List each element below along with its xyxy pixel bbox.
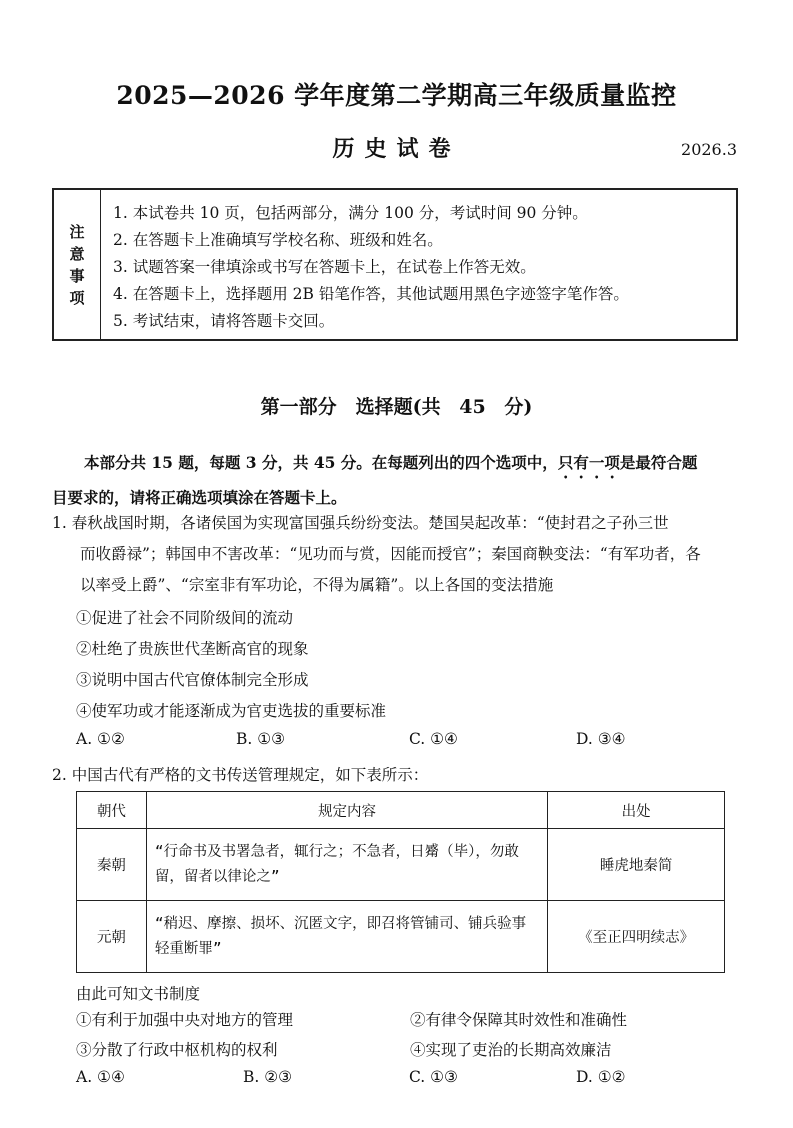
section-intro: [52, 447, 742, 513]
stem-line: 2. 中国古代有严格的文书传送管理规定，如下表所示：: [52, 766, 429, 784]
q2-option-a: A. ①④: [76, 1068, 125, 1086]
q1-statement: ③说明中国古代官僚体制完全形成: [76, 671, 309, 689]
notice-box: [52, 188, 738, 341]
stem-line: 以率受上爵”、“宗室非有军功论，不得为属籍”。以上各国的变法措施: [80, 576, 554, 594]
stem-line: 1. 春秋战国时期，各诸侯国为实现富国强兵纷纷变法。楚国吴起改革：“使封君之子孙三世: [52, 514, 669, 532]
header-content: 规定内容: [146, 792, 547, 829]
cell-dynasty: 秦朝: [77, 829, 147, 901]
q1-statement: ④使军功或才能逐渐成为官吏选拔的重要标准: [76, 702, 387, 720]
q2-option-b: B. ②③: [243, 1068, 293, 1086]
notice-label: [54, 190, 101, 339]
regulation-table: [76, 791, 725, 973]
emphasis-text: 只有一项: [557, 453, 620, 472]
intro-text: 目要求的，请将正确选项填涂在答题卡上。: [52, 488, 347, 507]
intro-text: 是最符合题: [619, 453, 698, 472]
notice-item: 2. 在答题卡上准确填写学校名称、班级和姓名。: [113, 231, 443, 249]
q2-lead: 由此可知文书制度: [76, 985, 201, 1003]
question-2-stem: [52, 760, 742, 791]
cell-source: 睡虎地秦简: [548, 829, 725, 901]
q2-option-c: C. ①③: [409, 1068, 458, 1086]
notice-label-char: 项: [69, 288, 85, 307]
table-header-row: [77, 792, 725, 829]
header-dynasty: 朝代: [77, 792, 147, 829]
cell-content: “行命书及书署急者，辄行之；不急者，日觱（毕），勿敢留，留者以律论之”: [146, 829, 547, 901]
q1-statement: ②杜绝了贵族世代垄断高官的现象: [76, 640, 309, 658]
cell-dynasty: 元朝: [77, 901, 147, 973]
notice-label-char: 事: [69, 266, 85, 285]
question-1-stem: [52, 508, 742, 601]
q2-statement: ②有律令保障其时效性和准确性: [410, 1011, 628, 1029]
subject-title: 历史试卷: [332, 136, 461, 162]
table-row: [77, 901, 725, 973]
intro-text: 本部分共 15 题，每题 3 分，共 45 分。在每题列出的四个选项中，: [84, 453, 558, 472]
section-title: 第一部分 选择题(共 45 分): [260, 396, 533, 418]
notice-item: 1. 本试卷共 10 页，包括两部分，满分 100 分，考试时间 90 分钟。: [113, 204, 588, 222]
notice-item: 3. 试题答案一律填涂或书写在答题卡上，在试卷上作答无效。: [113, 258, 536, 276]
q2-statement: ③分散了行政中枢机构的权利: [76, 1041, 278, 1059]
q1-option-d: D. ③④: [576, 730, 626, 748]
notice-item: 5. 考试结束，请将答题卡交回。: [113, 312, 335, 330]
notice-label-char: 注: [69, 222, 85, 241]
table-row: [77, 829, 725, 901]
q1-option-c: C. ①④: [409, 730, 458, 748]
q1-option-b: B. ①③: [236, 730, 286, 748]
notice-label-char: 意: [69, 244, 85, 263]
header-source: 出处: [548, 792, 725, 829]
exam-date: 2026.3: [681, 140, 737, 159]
cell-content: “稍迟、摩擦、损坏、沉匿文字，即召将管铺司、铺兵验事轻重断罪”: [146, 901, 547, 973]
stem-line: 而收爵禄”；韩国申不害改革：“见功而与赏，因能而授官”；秦国商鞅变法：“有军功者，各: [80, 545, 701, 563]
cell-source: 《至正四明续志》: [548, 901, 725, 973]
notice-list: [101, 190, 629, 339]
notice-item: 4. 在答题卡上，选择题用 2B 铅笔作答，其他试题用黑色字迹签字笔作答。: [113, 285, 629, 303]
q2-statement: ①有利于加强中央对地方的管理: [76, 1011, 294, 1029]
q1-statement: ①促进了社会不同阶级间的流动: [76, 609, 294, 627]
subject-row: [0, 132, 793, 164]
q1-option-a: A. ①②: [76, 730, 125, 748]
q2-option-d: D. ①②: [576, 1068, 626, 1086]
exam-title: 2025—2026 学年度第二学期高三年级质量监控: [116, 81, 677, 110]
q2-statement: ④实现了吏治的长期高效廉洁: [410, 1041, 612, 1059]
